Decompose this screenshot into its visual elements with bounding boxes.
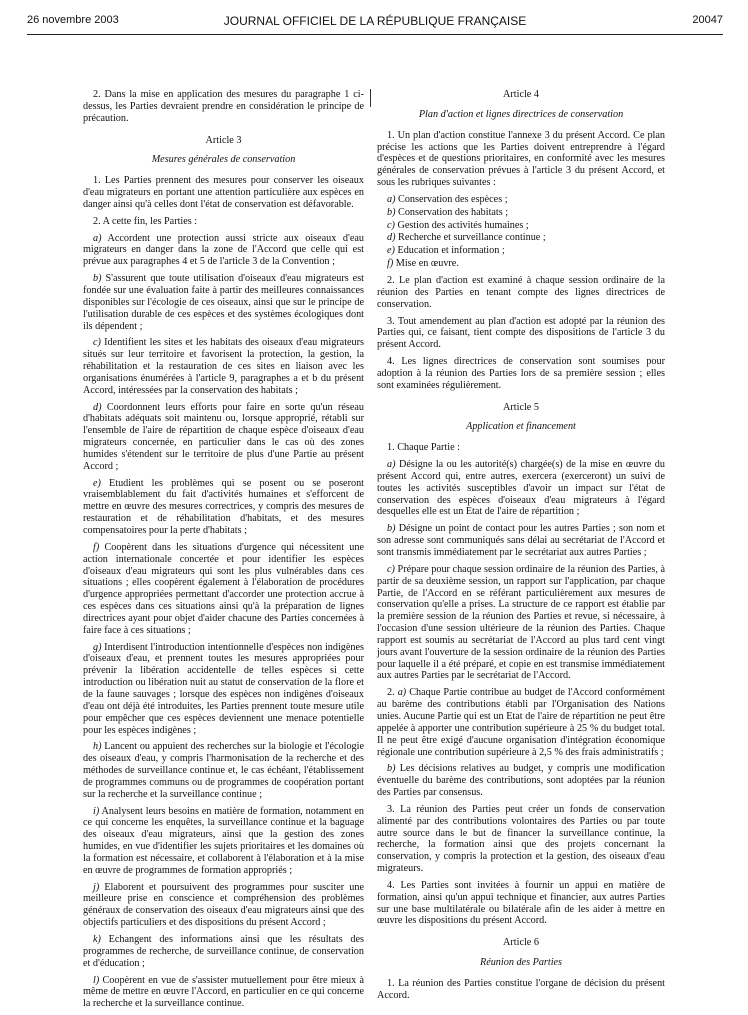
item-letter: i) [93,805,100,817]
item-text: Conservation des espèces ; [395,193,508,205]
item-letter: b) [387,763,396,775]
list-item [377,207,665,219]
item-letter: c) [387,219,395,231]
item-letter: c) [93,337,101,349]
item-letter: e) [93,477,101,489]
item-text: Elaborent et poursuivent des programmes pour susciter une meilleure prise en conscience et compréhension des problèmes généraux de conservation des oiseaux d'eau migrateurs ainsi que des objectifs particuliers et des dispositions du présent Accord ; [83,881,364,929]
item-text: S'assurent que toute utilisation d'oiseaux d'eau migrateurs est fondée sur une évaluation faite à partir des meilleures connaissances disponibles sur l'écologie de ces oiseaux, ainsi que sur le principe de l'utilisation durable de ces espèces et des systèmes écologiques dont ils dépendent ; [83,273,364,332]
item-letter: b) [93,273,102,285]
item-letter: k) [93,934,101,945]
list-item [83,337,364,396]
item-letter: d) [93,401,102,413]
list-item [83,478,364,537]
paragraph: 4. Les lignes directrices de conservation sont soumises pour adoption à la réunion des Parties lors de sa première session ; elles sont examinées régulièrement. [377,356,665,391]
paragraph-number: 2. [387,687,398,699]
item-text: Coopèrent dans les situations d'urgence qui nécessitent une action internationale concertée et pour identifier les espèces d'oiseaux d'eau migrateurs qui sont les plus vulnérables dans ces situations ; elles coopèrent également à l'élaboration de procédures d'urgence appropriées permettant d'accorder une protection accrue à ces espèces dans ces situations ainsi qu'à la préparation de lignes directrices ayant pour objet d'aider chacune des Parties concernées à faire face à ces situations ; [83,541,364,636]
header-date: 26 novembre 2003 [27,14,119,26]
list-item [377,763,665,799]
item-text: Gestion des activités humaines ; [394,219,529,231]
list-item [83,806,364,877]
column-separator [370,89,371,107]
item-letter: a) [387,193,396,205]
paragraph: 4. Les Parties sont invitées à fournir un appui en matière de formation, ainsi qu'un appui technique et financier, aux autres Parties sur une base multilatérale ou bilatérale afin de les aider à mettre en œuvre les dispositions du présent Accord. [377,879,665,927]
list-item [83,402,364,473]
journal-title: JOURNAL OFFICIEL DE LA RÉPUBLIQUE FRANÇAISE [223,14,527,28]
item-letter: a) [387,459,396,471]
item-text: Désigne la ou les autorité(s) chargée(s) de la mise en œuvre du présent Accord qui, entre autres, exercera (exerceront) un suivi de toutes les activités susceptibles d'avoir un impact sur l'état de conservation des espèces d'oiseaux d'eau migrateurs à l'égard desquelles elle est un Etat de l'aire de répartition ; [377,459,665,518]
item-text: Analysent leurs besoins en matière de formation, notamment en ce qui concerne les enquêtes, la surveillance continue et la baguage des oiseaux d'eau migrateurs, ainsi que la gestion des zones humides, en vue d'identifier les sujets prioritaires et les domaines où la formation est nécessaire, et collaborent à l'élaboration et à la mise en œuvre de programmes de formation appropriés ; [83,805,364,876]
list-item [377,245,665,257]
item-letter: j) [93,881,100,893]
item-letter: h) [93,741,102,753]
paragraph: 2. Le plan d'action est examiné à chaque session ordinaire de la réunion des Parties en tenant compte des lignes directrices de conservation. [377,274,665,310]
list-item [377,194,665,206]
item-text: Désigne un point de contact pour les autres Parties ; son nom et son adresse sont communiqués sans délai au secrétariat de l'Accord et sont transmis immédiatement par le secrétariat aux autres Parties ; [377,523,665,558]
item-letter: e) [387,245,395,257]
paragraph: 3. Tout amendement au plan d'action est adopté par la réunion des Parties qui, ce faisant, tient compte des dispositions de l'article 3 du présent Accord. [377,315,665,351]
article-title: Réunion des Parties [479,957,563,969]
item-letter: d) [387,232,396,244]
right-column [377,89,665,1007]
article-title: Plan d'action et lignes directrices de conservation [418,108,624,120]
paragraph [377,687,665,758]
item-text: Les décisions relatives au budget, y compris une modification éventuelle du barème des contributions, sont adoptées par la réunion des Parties par consensus. [377,763,665,799]
list-item [83,542,364,637]
item-text: Recherche et surveillance continue ; [395,232,546,244]
item-letter: l) [93,974,100,986]
list-item [83,741,364,800]
item-text: Mise en œuvre. [393,258,459,270]
list-item [377,523,665,559]
paragraph: 3. La réunion des Parties peut créer un fonds de conservation alimenté par des contributions volontaires des Parties ou par toute autre source dans le but de financer la surveillance continue, la recherche, la formation ainsi que des projets concernant la conservation, y compris la protection et la gestion, des oiseaux d'eau migrateurs. [377,803,665,875]
item-text: Education et information ; [394,245,505,257]
list-item [83,975,364,1011]
list-item [83,642,364,737]
paragraph: 2. Dans la mise en application des mesures du paragraphe 1 ci-dessus, les Parties devraient prendre en considération le principe de précaution. [83,89,364,124]
item-text: Chaque Partie contribue au budget de l'Accord conformément au barème des contributions établi par l'Organisation des Nations unies. Aucune Partie qui est un Etat de l'aire de répartition ne peut être appelée à apporter une contribution supérieure à 25 % du budget total. Il ne peut être exigé d'aucune organisation d'intégration économique régionale une contribution supérieure à 2,5 % des frais administratifs ; [377,687,665,758]
item-text: Lancent ou appuient des recherches sur la biologie et l'écologie des oiseaux d'eau, y compris l'harmonisation de la recherche et des méthodes de surveillance continue et, le cas échéant, l'établissement de programmes communs ou de programmes de coopération portant sur la recherche et la surveillance continue ; [83,741,364,800]
item-letter: a) [93,232,102,244]
page-header [27,14,723,30]
item-text: Coopèrent en vue de s'assister mutuellement pour être mieux à même de mettre en œuvre l'Accord, en particulier en ce qui concerne la recherche et la surveillance continue. [83,974,364,1010]
item-letter: a) [397,687,407,699]
article-heading: Article 6 [503,937,539,949]
item-text: Echangent des informations ainsi que les résultats des programmes de recherche, de surveillance continue, de conservation et d'éducation ; [83,934,364,969]
article-title: Mesures générales de conservation [151,154,296,166]
paragraph: 1. La réunion des Parties constitue l'organe de décision du présent Accord. [377,978,665,1001]
list-item [377,258,665,270]
header-rule [27,34,723,35]
item-letter: f) [93,541,100,553]
article-heading: Article 5 [503,401,539,413]
list-item [377,232,665,244]
item-text: Etudient les problèmes qui se posent ou se poseront vraisemblablement du fait d'activités humaines et s'efforcent de mettre en œuvre des mesures correctrices, y compris des mesures de restauration et de réhabilitation d'habitats, et des mesures compensatoires pour la perte d'habitats ; [83,477,364,536]
item-letter: g) [93,641,102,653]
paragraph: 1. Chaque Partie : [387,442,460,454]
paragraph: 2. A cette fin, les Parties : [93,215,198,227]
list-item [83,882,364,929]
list-item [377,220,665,232]
article-title: Application et financement [466,421,576,433]
item-letter: b) [387,523,396,535]
item-text: Coordonnent leurs efforts pour faire en sorte qu'un réseau d'habitats adéquats soit maintenu ou, lorsque approprié, rétabli sur l'ensemble de l'aire de répartition de chaque espèce d'oiseaux d'eau migrateurs concernée, en particulier dans le cas où des zones humides s'étendent sur le territoire de plus d'une Partie au présent Accord ; [83,401,364,472]
list-item [83,934,364,970]
item-text: Identifient les sites et les habitats des oiseaux d'eau migrateurs situés sur leur territoire et favorisent la protection, la gestion, la réhabilitation et la restauration de ces sites en liaison avec les organisations énumérées à l'article 9, paragraphes a et b du présent Accord, intéressées par la conservation des habitats ; [83,337,364,396]
page-number: 20047 [692,14,723,26]
item-text: Conservation des habitats ; [395,206,509,218]
item-letter: f) [387,258,394,270]
list-item [377,564,665,682]
paragraph: 1. Un plan d'action constitue l'annexe 3 du présent Accord. Ce plan précise les actions que les Parties doivent entreprendre à l'égard d'espèces et de questions prioritaires, en conformité avec les mesures générales de conservation prévues à l'article 3 du présent Accord, et sous les rubriques suivantes : [377,129,665,189]
list-item [83,273,364,332]
item-text: Interdisent l'introduction intentionnelle d'espèces non indigènes d'oiseaux d'eau, et prennent toutes les mesures appropriées pour prévenir la libération accidentelle de telles espèces si cette introduction ou libération nuit au statut de conservation de la flore et de la faune sauvages ; lorsque des espèces non indigènes d'oiseaux d'eau ont déjà été introduites, les Parties prennent toute mesure utile pour empêcher que ces espèces deviennent une menace potentielle pour les espèces indigènes ; [83,641,364,736]
left-column [83,89,364,1015]
article-heading: Article 4 [503,89,539,100]
article-heading: Article 3 [205,134,242,146]
item-letter: c) [387,563,395,575]
item-text: Accordent une protection aussi stricte aux oiseaux d'eau migrateurs en danger dans la zone de l'Accord que celle qui est prévue aux paragraphes 4 et 5 de l'article 3 de la Convention ; [83,232,364,268]
paragraph: 1. Les Parties prennent des mesures pour conserver les oiseaux d'eau migrateurs en portant une attention particulière aux espèces en danger ainsi qu'à celles dont l'état de conservation est défavorable. [83,175,364,210]
item-text: Prépare pour chaque session ordinaire de la réunion des Parties, à partir de sa deuxième session, un rapport sur l'application, par chaque Partie, de l'Accord en se référant particulièrement aux mesures de conservation qu'elle a prises. La structure de ce rapport est établie par la première session de la réunion des Parties et revue, si nécessaire, à l'occasion d'une session ultérieure de la réunion des Parties. Chaque rapport est soumis au secrétariat de l'Accord au plus tard cent vingt jours avant l'ouverture de la session ordinaire de la réunion des Parties pour laquelle il a été préparé, et copie en est transmise immédiatement aux autres Parties par le secrétariat de l'Accord. [377,563,665,682]
list-item [377,459,665,518]
item-letter: b) [387,206,396,218]
list-item [83,233,364,269]
